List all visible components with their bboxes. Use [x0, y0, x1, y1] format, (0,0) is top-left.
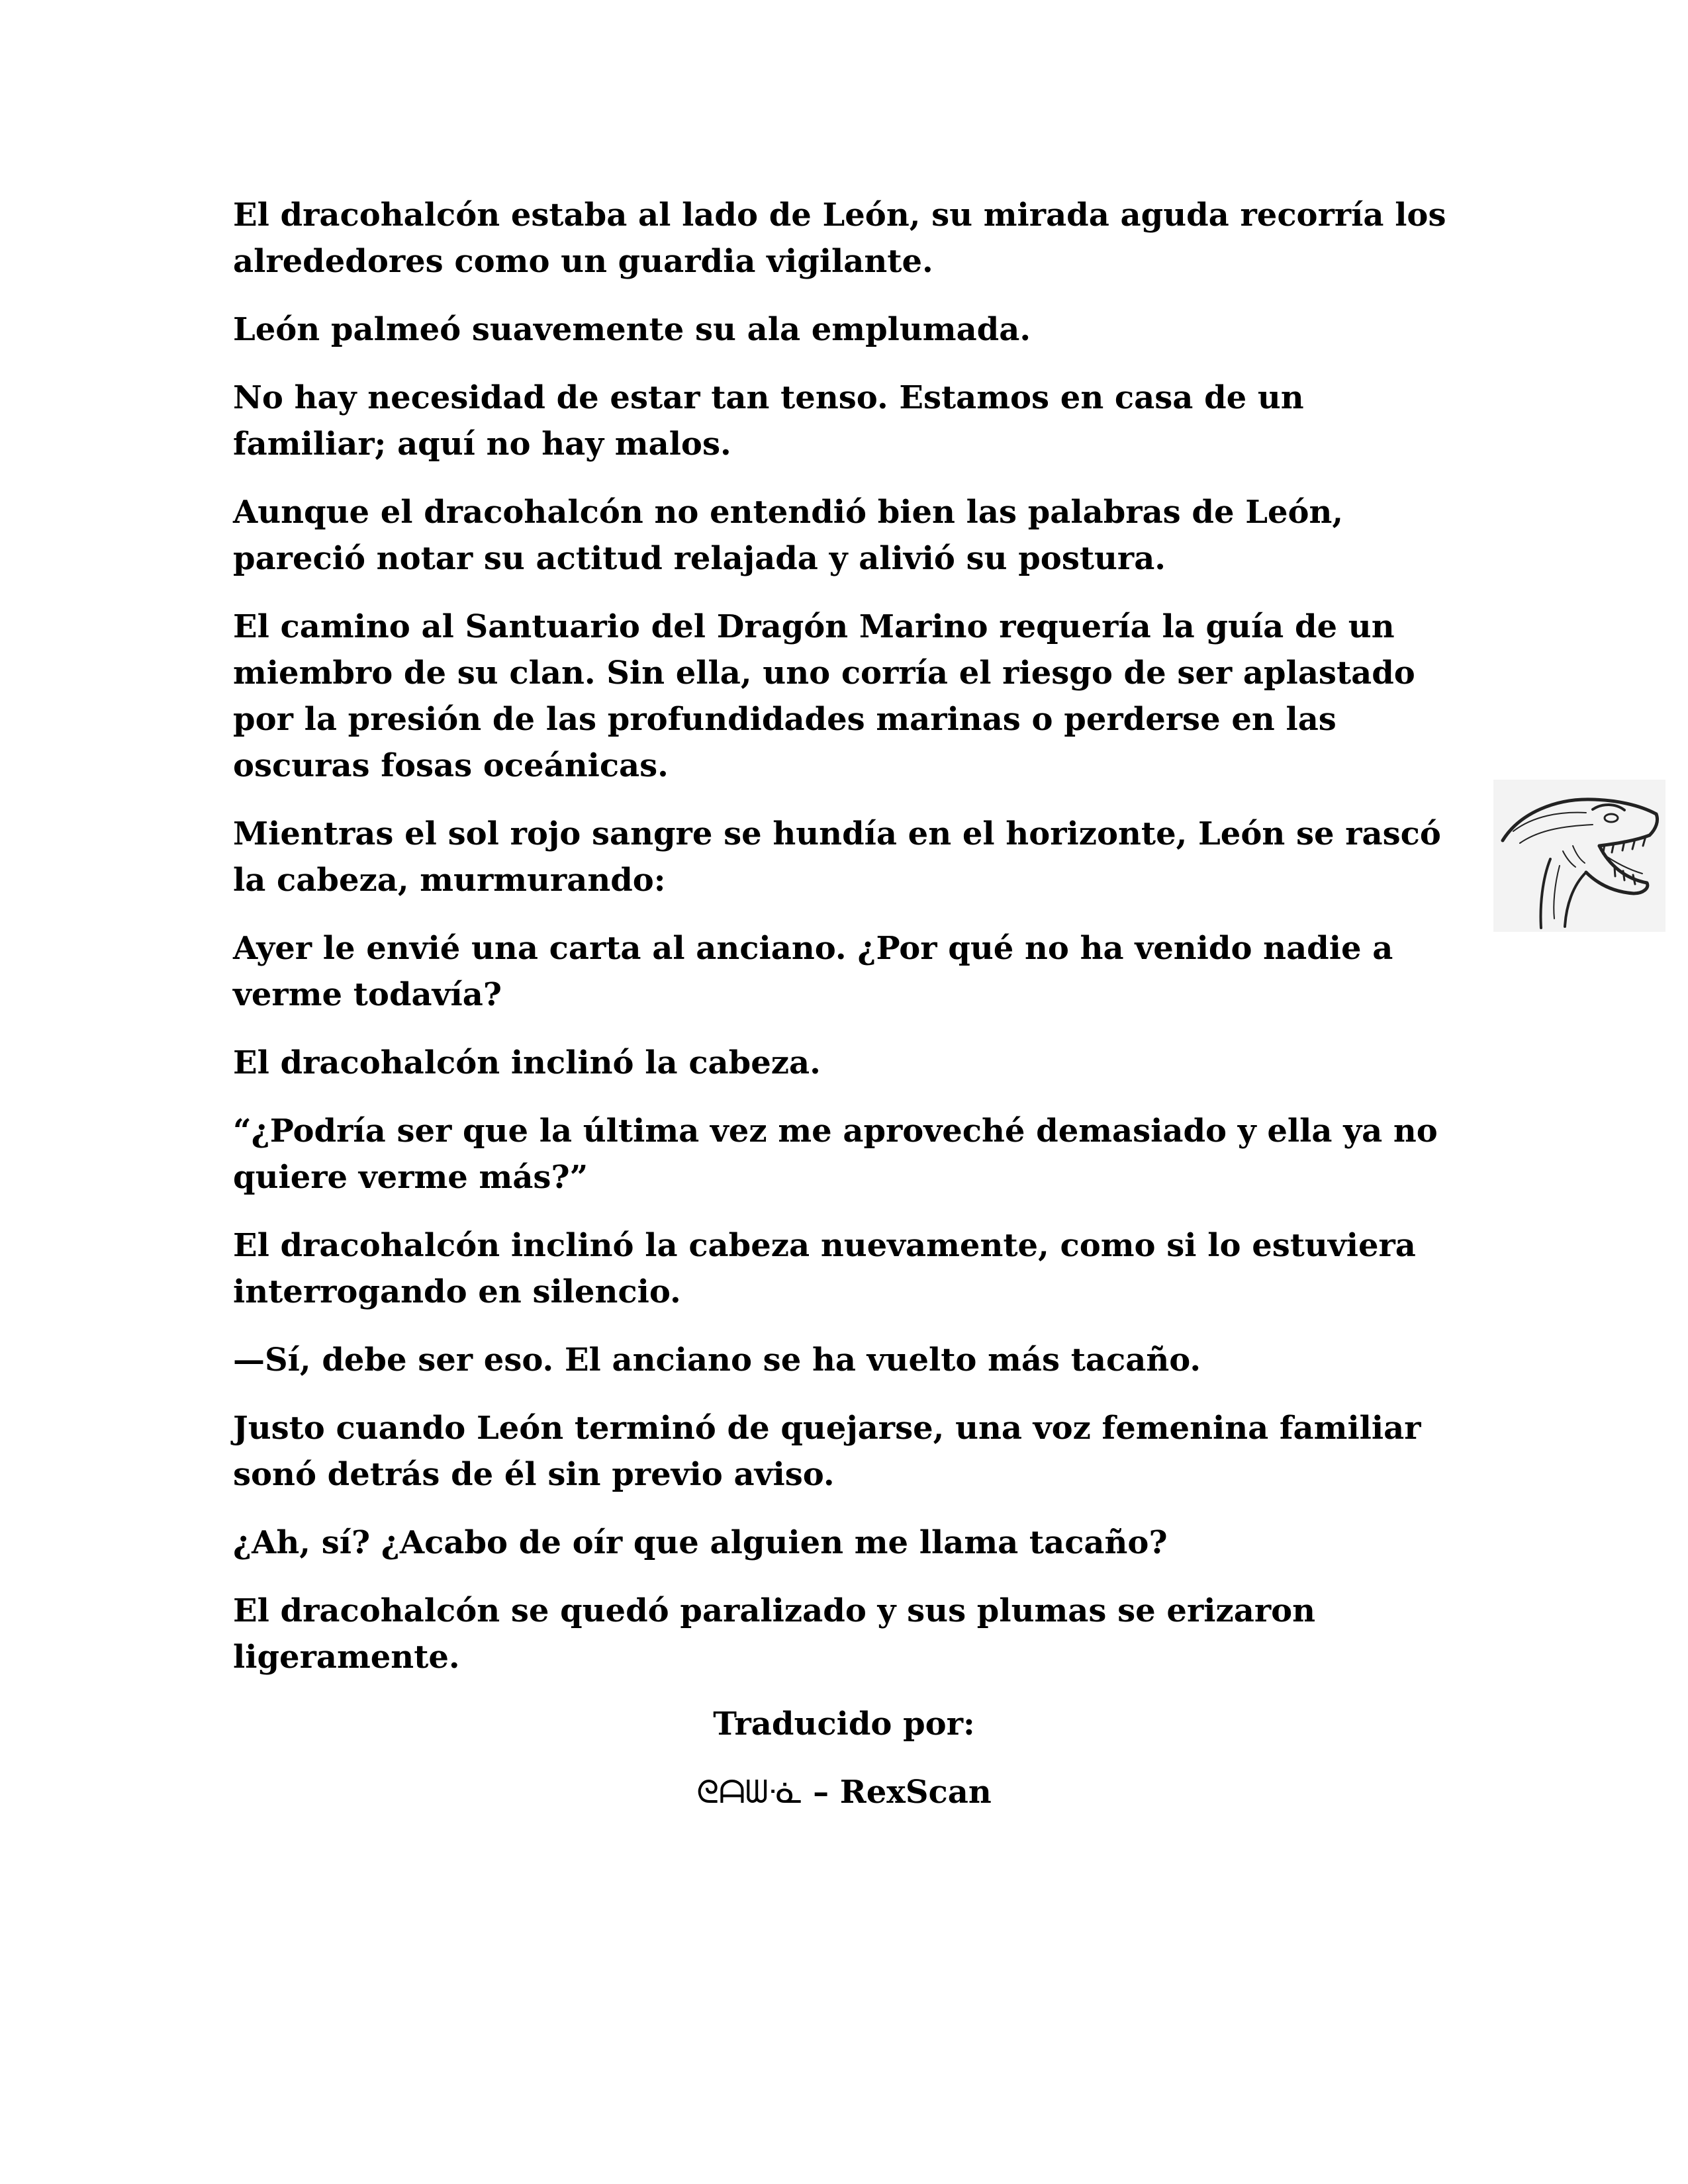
paragraph: No hay necesidad de estar tan tenso. Estamos en casa de un familiar; aquí no hay malos.	[233, 379, 1304, 463]
paragraph: ¿Ah, sí? ¿Acabo de oír que alguien me llama tacaño?	[233, 1524, 1168, 1561]
paragraph: Justo cuando León terminó de quejarse, una voz femenina familiar sonó detrás de él sin previo aviso.	[233, 1410, 1421, 1493]
paragraph: El dracohalcón se quedó paralizado y sus plumas se erizaron ligeramente.	[233, 1592, 1316, 1676]
paragraph: El camino al Santuario del Dragón Marino requería la guía de un miembro de su clan. Sin ella, uno corría el riesgo de ser aplastado por la presión de las profundidades marinas o perderse en las oscuras fosas oceánicas.	[233, 608, 1415, 784]
credits-separator: –	[802, 1774, 840, 1811]
paragraph: Ayer le envié una carta al anciano. ¿Por qué no ha venido nadie a verme todavía?	[233, 930, 1393, 1013]
scan-group-name: RexScan	[839, 1774, 992, 1811]
story-text	[233, 192, 1458, 1702]
paragraph: El dracohalcón inclinó la cabeza nuevamente, como si lo estuviera interrogando en silencio.	[233, 1227, 1416, 1310]
paragraph: León palmeó suavemente su ala emplumada.	[233, 311, 1031, 348]
paragraph: El dracohalcón inclinó la cabeza.	[233, 1044, 821, 1081]
dinosaur-head-sketch-icon	[1493, 780, 1665, 932]
translator-name: ᘓᗩᗯᓍ	[696, 1774, 802, 1811]
paragraph: Mientras el sol rojo sangre se hundía en el horizonte, León se rascó la cabeza, murmurando:	[233, 815, 1441, 899]
credits-translator-line	[0, 1769, 1688, 1815]
paragraph: —Sí, debe ser eso. El anciano se ha vuelto más tacaño.	[233, 1342, 1201, 1379]
credits-label: Traducido por:	[713, 1706, 975, 1743]
paragraph: El dracohalcón estaba al lado de León, su mirada aguda recorría los alrededores como un guardia vigilante.	[233, 197, 1446, 280]
translation-credits	[0, 1701, 1688, 1837]
paragraph: “¿Podría ser que la última vez me aproveché demasiado y ella ya no quiere verme más?”	[233, 1113, 1438, 1196]
paragraph: Aunque el dracohalcón no entendió bien las palabras de León, pareció notar su actitud relajada y alivió su postura.	[233, 494, 1344, 577]
